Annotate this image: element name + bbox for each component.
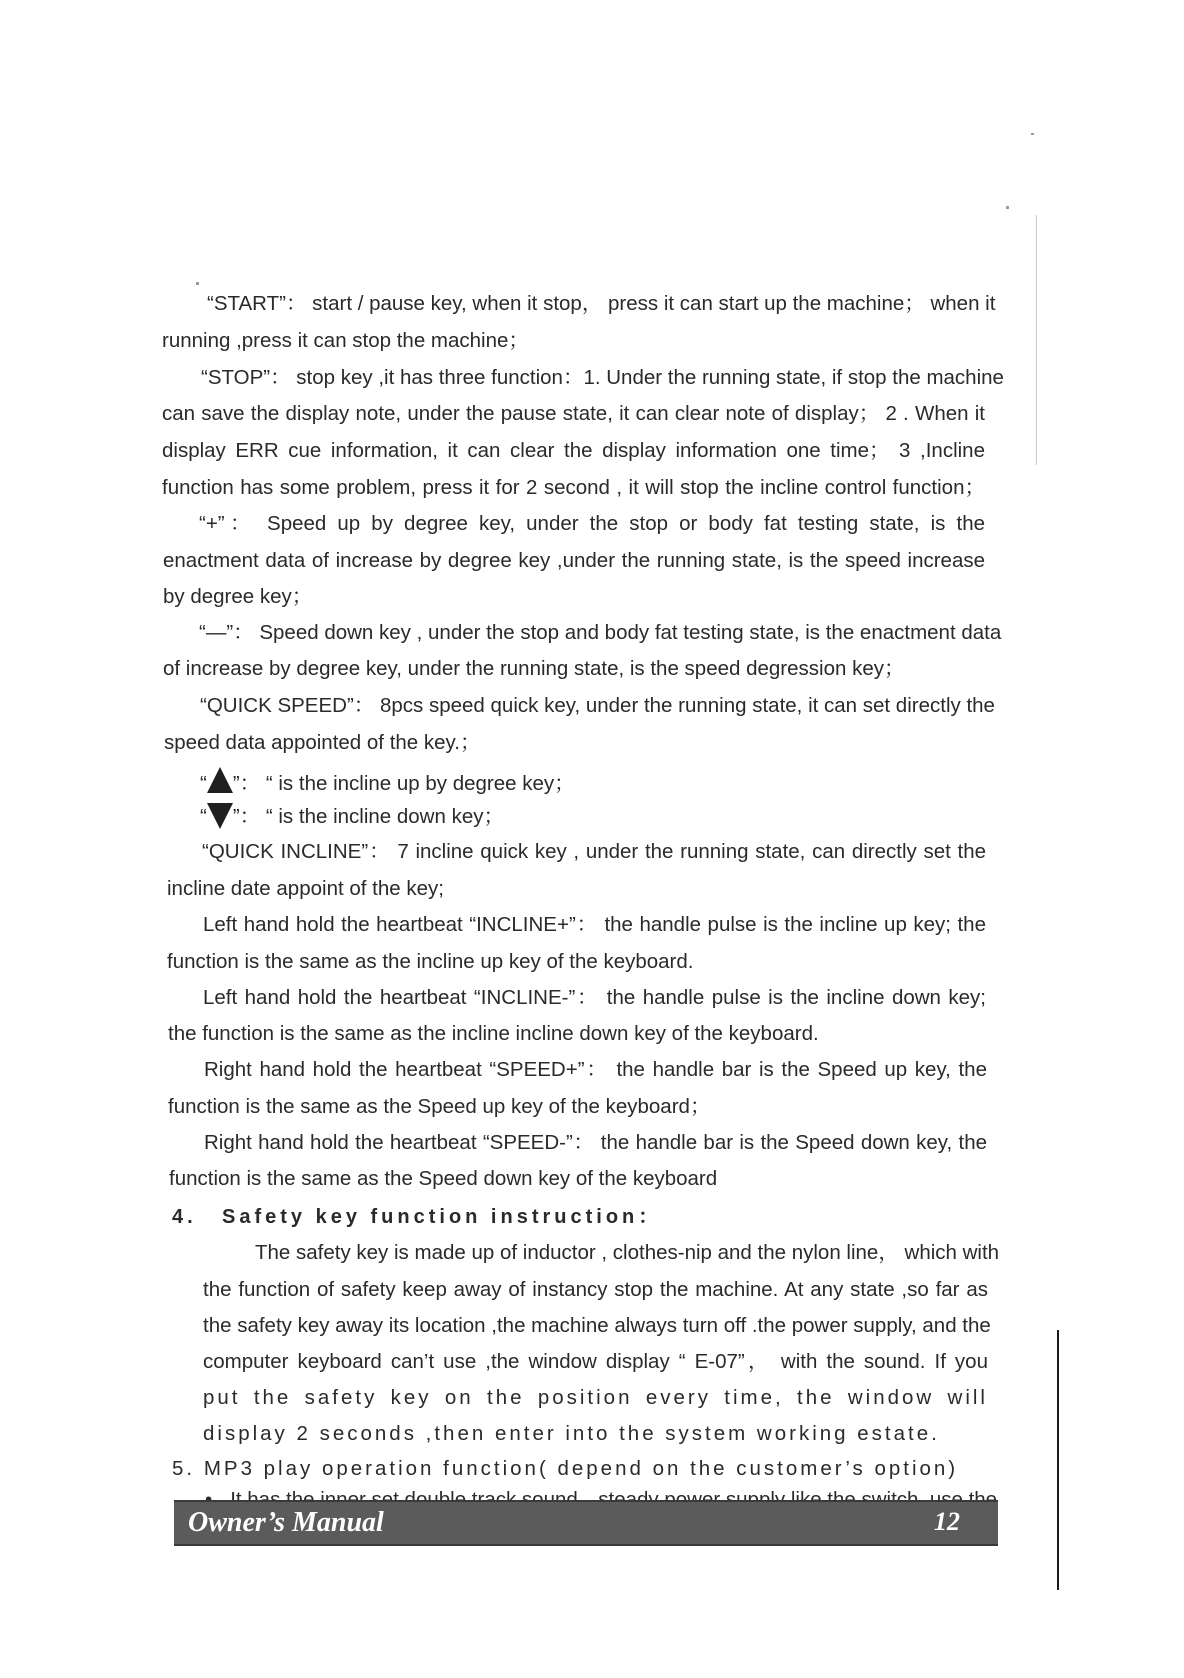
page-number: 12 xyxy=(934,1507,960,1536)
safety-line-2: the function of safety keep away of instancy stop the machine. At any state ,so far as xyxy=(203,1278,988,1301)
minus-key-line-1: “—”： Speed down key , under the stop and body fat testing state, is the enactment data xyxy=(199,621,1002,644)
scan-speck xyxy=(196,282,199,285)
section-5-number: 5. xyxy=(172,1457,196,1480)
right-speed-minus-line-1: Right hand hold the heartbeat “SPEED-”： the handle bar is the Speed down key, the xyxy=(204,1131,987,1154)
stop-key-line-4: function has some problem, press it for 2 second , it will stop the incline control function； xyxy=(162,476,985,499)
left-incline-plus-line-1: Left hand hold the heartbeat “INCLINE+”： the handle pulse is the incline up key; the xyxy=(203,913,986,936)
safety-line-5: put the safety key on the position every time, the window will xyxy=(203,1386,988,1409)
plus-key-line-3: by degree key； xyxy=(163,585,313,608)
quote-open: “ xyxy=(200,805,207,828)
safety-line-3: the safety key away its location ,the machine always turn off .the power supply, and the xyxy=(203,1314,991,1337)
safety-line-1: The safety key is made up of inductor , clothes-nip and the nylon line， which with xyxy=(255,1241,1000,1264)
scan-edge-rule-top xyxy=(1036,215,1037,465)
right-speed-minus-line-2: function is the same as the Speed down key of the keyboard xyxy=(169,1167,718,1190)
right-speed-plus-line-2: function is the same as the Speed up key of the keyboard； xyxy=(168,1095,711,1118)
incline-down-triangle-icon xyxy=(207,803,233,829)
incline-down-line xyxy=(200,803,504,829)
stop-key-line-1: “STOP”： stop key ,it has three function：1. Under the running state, if stop the machine xyxy=(201,366,1004,389)
left-incline-minus-line-2: the function is the same as the incline incline down key of the keyboard. xyxy=(168,1022,819,1045)
safety-line-4: computer keyboard can’t use ,the window display “ E-07”， with the sound. If you xyxy=(203,1350,988,1373)
quick-incline-line-2: incline date appoint of the key; xyxy=(167,877,444,900)
section-4-number: 4. xyxy=(172,1206,197,1228)
incline-up-text: ”： “ is the incline up by degree key； xyxy=(232,772,575,795)
scan-edge-rule-bottom xyxy=(1057,1330,1059,1590)
scan-speck xyxy=(1006,206,1009,209)
start-key-line-2: running ,press it can stop the machine； xyxy=(162,329,529,352)
section-5-title: MP3 play operation function( depend on the customer’s option) xyxy=(203,1457,959,1480)
safety-line-6: display 2 seconds ,then enter into the system working estate. xyxy=(203,1422,940,1445)
section-4-heading xyxy=(172,1205,662,1229)
plus-key-line-1: “+”： Speed up by degree key, under the stop or body fat testing state, is the xyxy=(199,512,985,535)
incline-down-text: ”： “ is the incline down key； xyxy=(232,805,504,828)
quick-speed-line-2: speed data appointed of the key.； xyxy=(164,731,481,754)
footer-banner xyxy=(174,1500,998,1546)
start-key-line-1: “START”： start / pause key, when it stop， press it can start up the machine； when it xyxy=(207,292,996,315)
quick-incline-line-1: “QUICK INCLINE”： 7 incline quick key , under the running state, can directly set the xyxy=(202,840,986,863)
section-4-title: Safety key function instruction： xyxy=(222,1206,663,1228)
scan-speck xyxy=(1031,133,1034,135)
section-5-heading xyxy=(172,1457,958,1481)
left-incline-minus-line-1: Left hand hold the heartbeat “INCLINE-”： the handle pulse is the incline down key; xyxy=(203,986,986,1009)
quote-open: “ xyxy=(200,772,207,795)
footer-title: Owner’s Manual xyxy=(188,1507,384,1538)
stop-key-line-3: display ERR cue information, it can clear the display information one time； 3 ,Incline xyxy=(162,439,985,462)
incline-up-line xyxy=(200,767,575,796)
incline-up-triangle-icon xyxy=(207,767,233,793)
right-speed-plus-line-1: Right hand hold the heartbeat “SPEED+”： the handle bar is the Speed up key, the xyxy=(204,1058,987,1081)
stop-key-line-2: can save the display note, under the pause state, it can clear note of display； 2 . When it xyxy=(162,402,985,425)
quick-speed-line-1: “QUICK SPEED”： 8pcs speed quick key, under the running state, it can set directly the xyxy=(200,694,995,717)
left-incline-plus-line-2: function is the same as the incline up key of the keyboard. xyxy=(167,950,694,973)
plus-key-line-2: enactment data of increase by degree key ,under the running state, is the speed increase xyxy=(163,549,985,572)
minus-key-line-2: of increase by degree key, under the running state, is the speed degression key； xyxy=(163,657,905,680)
